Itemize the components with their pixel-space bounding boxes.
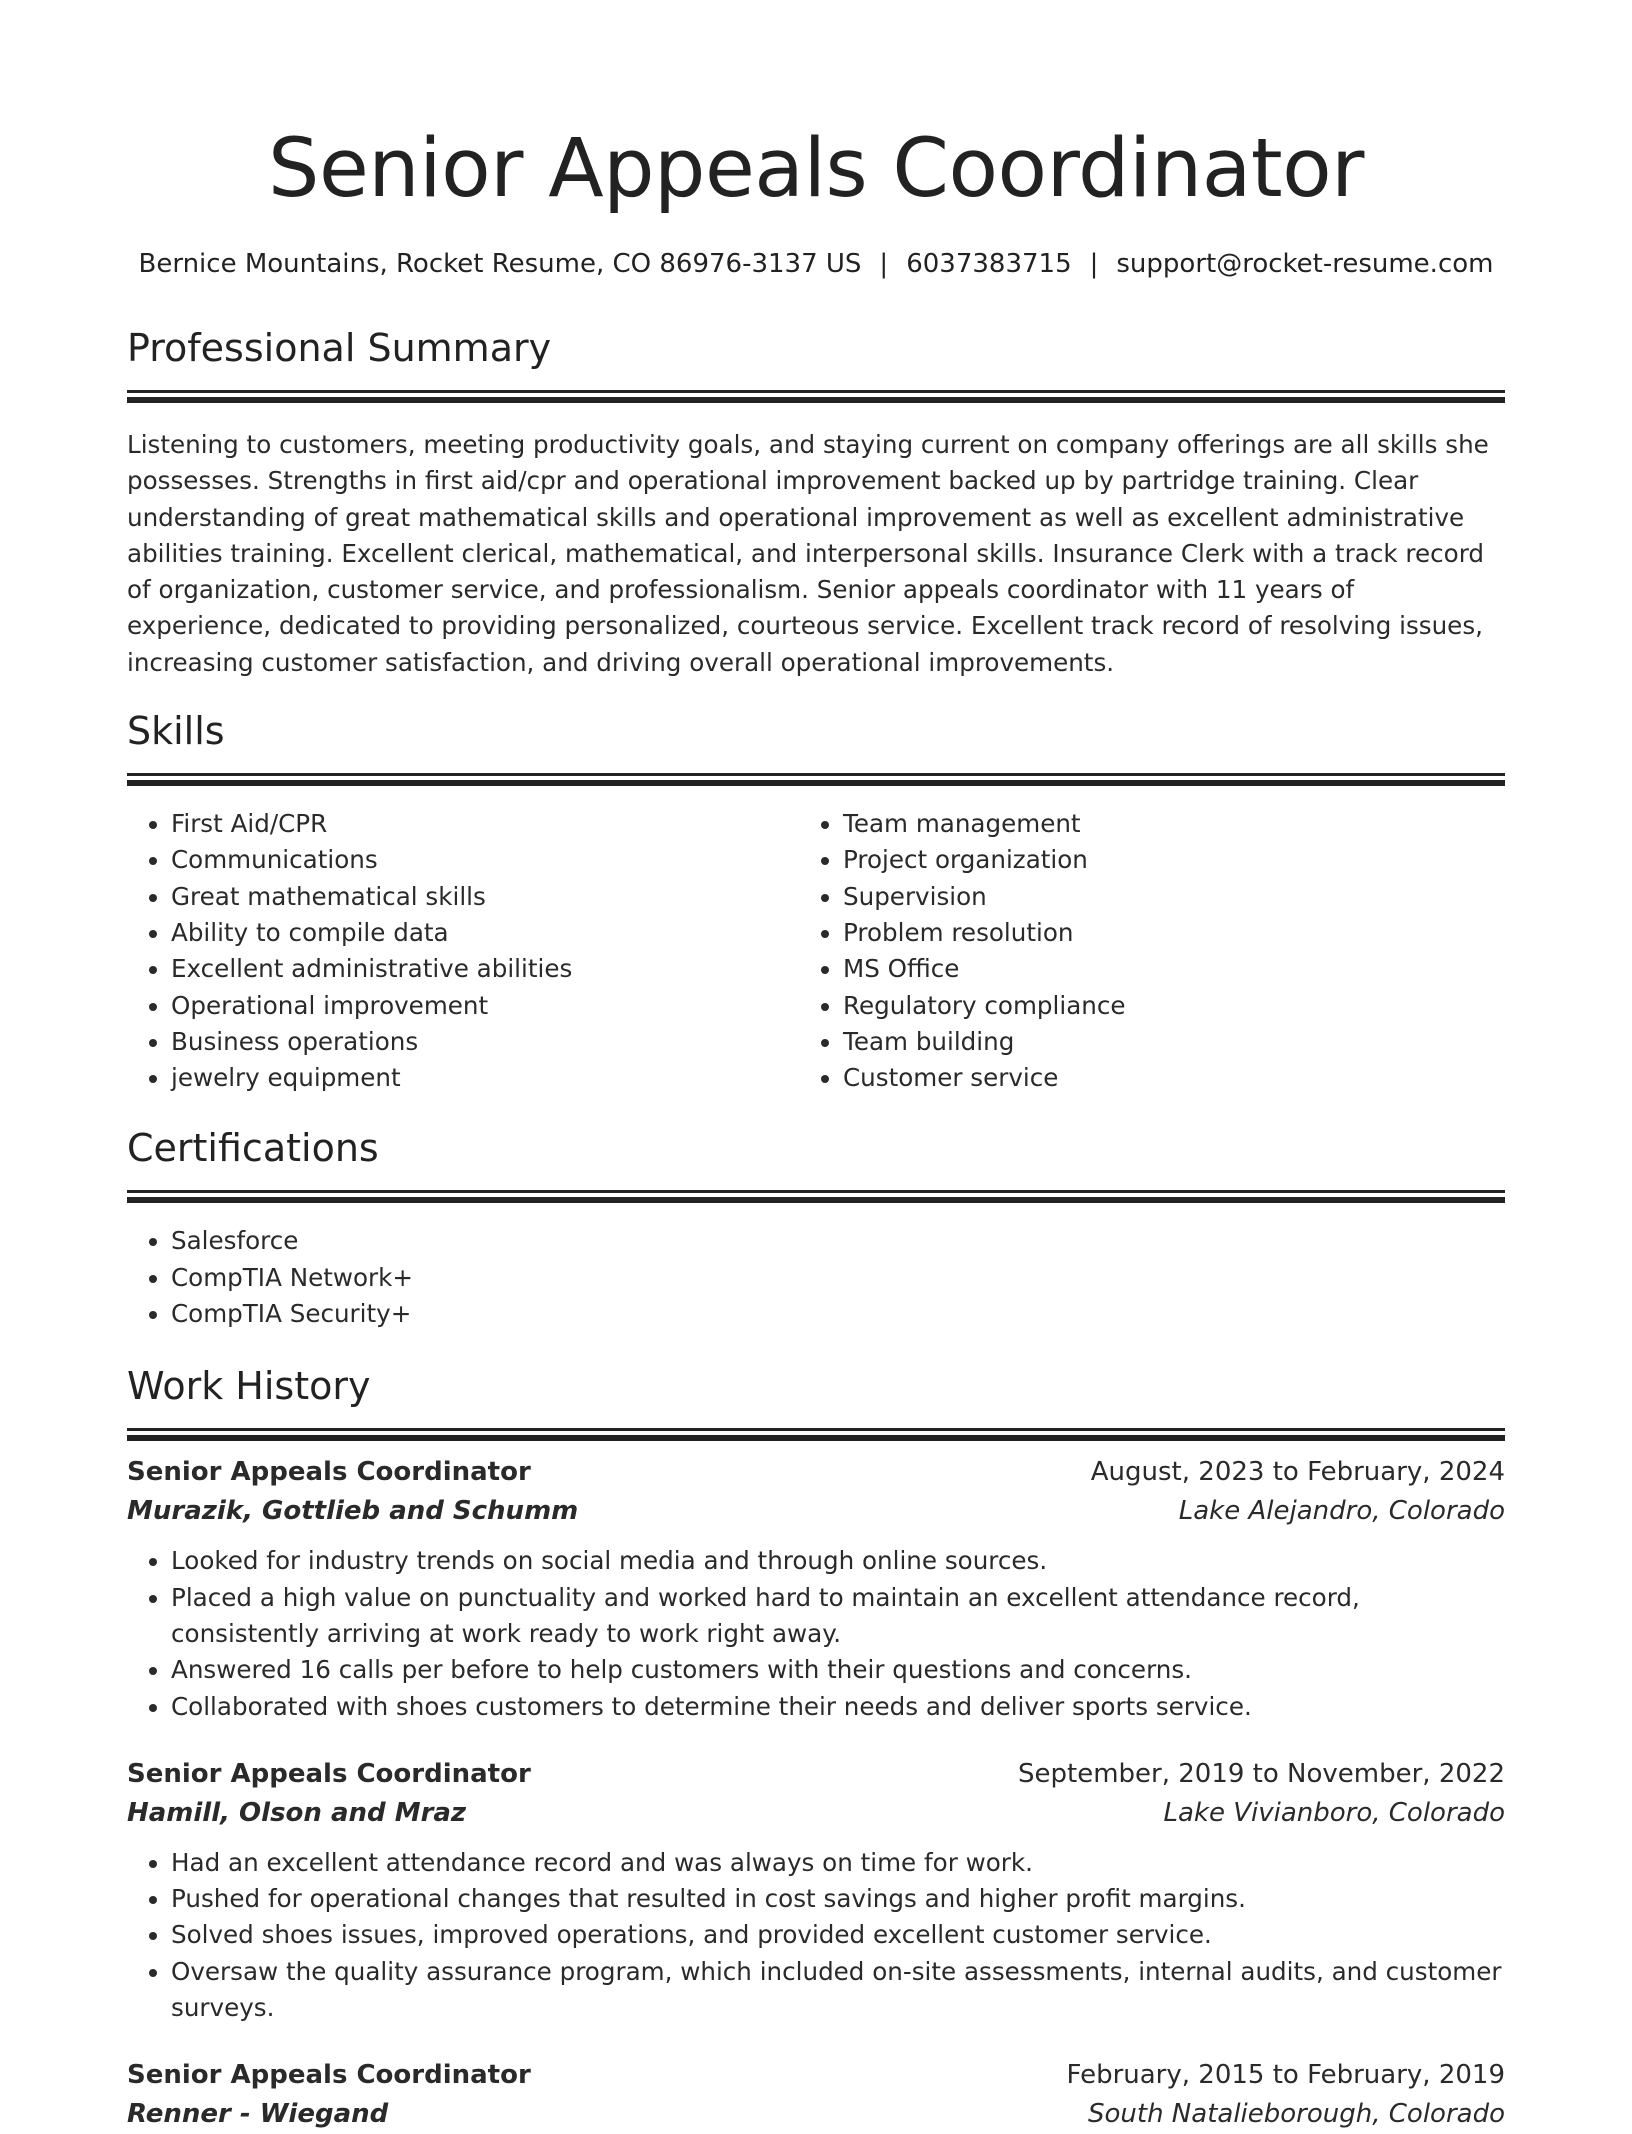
skill-item: • Problem resolution <box>843 915 1471 951</box>
skill-item: • Regulatory compliance <box>843 988 1471 1024</box>
contact-line <box>127 246 1505 282</box>
job-bullet: • Pushed for operational changes that resulted in cost savings and higher profit margins. <box>171 1881 1505 1917</box>
skill-item: • jewelry equipment <box>171 1060 799 1096</box>
job-subheader <box>127 2094 1505 2134</box>
job-bullet: • Oversaw the quality assurance program, which included on-site assessments, internal audits, and customer surveys. <box>171 1954 1505 2027</box>
contact-address: Bernice Mountains, Rocket Resume, CO 86976-3137 US <box>138 249 862 279</box>
skill-item: • Ability to compile data <box>171 915 799 951</box>
job-header <box>127 1453 1505 1491</box>
job-location: South Natalieborough, Colorado <box>1087 2099 1505 2130</box>
job-bullet: • Placed a high value on punctuality and worked hard to maintain an excellent attendance record, consistently arriving at work ready to work right away. <box>171 1580 1505 1653</box>
section-title-summary: Professional Summary <box>127 326 552 370</box>
section-title-skills: Skills <box>127 709 225 754</box>
skills-column-left <box>127 806 799 1096</box>
skills-list-right <box>799 806 1471 1096</box>
section-rule <box>127 390 1505 393</box>
skill-item: • Business operations <box>171 1024 799 1060</box>
section-rule <box>127 1428 1505 1431</box>
job-header <box>127 1755 1505 1793</box>
skill-item: • Team management <box>843 806 1471 842</box>
job-dates: August, 2023 to February, 2024 <box>1090 1457 1505 1488</box>
skill-item: • MS Office <box>843 951 1471 987</box>
contact-separator: | <box>1089 249 1099 279</box>
job-header <box>127 2056 1505 2094</box>
job-subheader <box>127 1491 1505 1531</box>
job-entry <box>127 1755 1505 2026</box>
certification-item: • Salesforce <box>171 1223 1505 1259</box>
contact-email[interactable]: support@rocket-resume.com <box>1116 249 1494 279</box>
job-subheader <box>127 1793 1505 1833</box>
skill-item: • Operational improvement <box>171 988 799 1024</box>
skills-columns <box>127 806 1505 1096</box>
certifications-section <box>127 1124 1505 1332</box>
job-bullet: • Answered 16 calls per before to help customers with their questions and concerns. <box>171 1652 1505 1688</box>
job-bullet: • Looked for industry trends on social media and through online sources. <box>171 1543 1505 1579</box>
job-entry <box>127 2056 1505 2134</box>
skill-item: • Excellent administrative abilities <box>171 951 799 987</box>
contact-separator: | <box>879 249 889 279</box>
skill-item: • Team building <box>843 1024 1471 1060</box>
skill-item: • Communications <box>171 842 799 878</box>
section-title-certifications: Certifications <box>127 1126 379 1171</box>
job-entry <box>127 1453 1505 1724</box>
job-bullet: • Solved shoes issues, improved operations, and provided excellent customer service. <box>171 1917 1505 1953</box>
job-title: Senior Appeals Coordinator <box>127 2060 531 2091</box>
work-history-section <box>127 1362 1505 2134</box>
certifications-list <box>127 1223 1505 1332</box>
skill-item: • First Aid/CPR <box>171 806 799 842</box>
job-bullets <box>127 1543 1505 1724</box>
skills-section <box>127 707 1505 1096</box>
job-dates: February, 2015 to February, 2019 <box>1066 2060 1505 2091</box>
job-location: Lake Alejandro, Colorado <box>1178 1496 1505 1527</box>
job-bullet: • Collaborated with shoes customers to determine their needs and deliver sports service. <box>171 1689 1505 1725</box>
job-title: Senior Appeals Coordinator <box>127 1457 531 1488</box>
certification-item: • CompTIA Network+ <box>171 1260 1505 1296</box>
job-company: Murazik, Gottlieb and Schumm <box>127 1496 579 1527</box>
job-bullets <box>127 1845 1505 2026</box>
summary-text: Listening to customers, meeting productivity goals, and staying current on company offerings are all skills she possesses. Strengths in first aid/cpr and operational improvement backed up by partridge training. Clear understanding of great mathematical skills and operational improvement as well as excellent administrative abilities training. Excellent clerical, mathematical, and interpersonal skills. Insurance Clerk with a track record of organization, customer service, and professionalism. Senior appeals coordinator with 11 years of experience, dedicated to providing personalized, courteous service. Excellent track record of resolving issues, increasing customer satisfaction, and driving overall operational improvements. <box>127 430 1489 677</box>
job-bullet: • Had an excellent attendance record and was always on time for work. <box>171 1845 1505 1881</box>
resume-name: Senior Appeals Coordinator <box>268 122 1364 216</box>
skills-list-left <box>127 806 799 1096</box>
job-company: Renner - Wiegand <box>127 2099 389 2130</box>
job-location: Lake Vivianboro, Colorado <box>1163 1797 1505 1828</box>
skill-item: • Customer service <box>843 1060 1471 1096</box>
job-title: Senior Appeals Coordinator <box>127 1758 531 1789</box>
section-rule <box>127 773 1505 776</box>
certification-item: • CompTIA Security+ <box>171 1296 1505 1332</box>
job-company: Hamill, Olson and Mraz <box>127 1797 467 1828</box>
skill-item: • Project organization <box>843 842 1471 878</box>
summary-section <box>127 324 1505 681</box>
skills-column-right <box>799 806 1471 1096</box>
job-dates: September, 2019 to November, 2022 <box>1018 1758 1505 1789</box>
section-rule <box>127 1190 1505 1193</box>
skill-item: • Supervision <box>843 879 1471 915</box>
contact-phone[interactable]: 6037383715 <box>906 249 1072 279</box>
section-title-work-history: Work History <box>127 1364 371 1409</box>
skill-item: • Great mathematical skills <box>171 879 799 915</box>
